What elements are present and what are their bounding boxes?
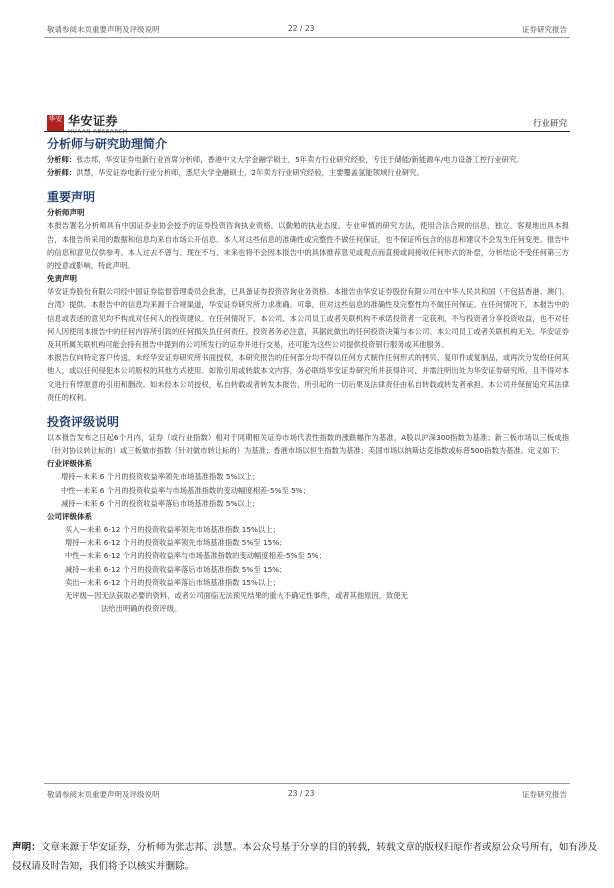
report-body: [47, 135, 569, 615]
disclaimer-paragraph-2: 本报告仅向特定客户传送，未经华安证券研究所书面授权，本研究报告的任何部分均不得以任何方式制作任何形式的拷贝、复印件或复制品，或再次分发给任何其他人，或以任何侵犯本公司版权的其他方式使用。如欲引用或转载本文内容，务必联络华安证券研究所并获得许可，并需注明出处为华安证券研究所，且不得对本文进行有悖原意的引用和删改。如未经本公司授权，私自转载或者转发本报告，所引起的一切后果及法律责任由私自转载或转发者承担。本公司并保留追究其法律责任的权利。: [47, 353, 569, 402]
company-rating-item: 减持—未来 6-12 个月的投资收益率落后市场基准指数 5%至 15%；: [65, 564, 287, 574]
company-rating-item: 买入—未来 6-12 个月的投资收益率领先市场基准指数 15%以上；: [65, 525, 280, 535]
important-statement-title: 重要声明: [47, 190, 96, 205]
header-report-type: 证券研究报告: [522, 25, 567, 34]
analyst-paragraph: [47, 153, 569, 166]
industry-rating-item: 增持—未来 6 个月的投资收益率领先市场基准指数 5%以上；: [61, 472, 260, 482]
analyst-intro-title: 分析师与研究助理简介: [47, 137, 168, 151]
industry-rating-item: 中性—未来 6 个月的投资收益率与市场基准指数的变动幅度相差-5%至 5%；: [61, 485, 310, 495]
no-rating-line-2: 法给出明确的投资评级。: [101, 604, 182, 614]
analyst-text: 张志邦，华安证券电新行业首席分析师，香港中文大学金融学硕士，5年卖方行业研究经验，专注于储能/新能源车/电力设备工控行业研究。: [76, 155, 524, 164]
footer-rule: [44, 783, 570, 784]
company-rating-item: 卖出—未来 6-12 个月的投资收益率落后市场基准指数 15%以上；: [65, 577, 280, 587]
repost-note-label: 声明：: [12, 842, 41, 853]
footer-report-type: 证券研究报告: [522, 790, 567, 799]
analyst-statement-title: 分析师声明: [47, 208, 85, 218]
rating-intro: 以本报告发布之日起6个月内，证券（或行业指数）相对于同期相关证券市场代表性指数的涨跌幅作为基准，A股以沪深300指数为基准；新三板市场以三板成指（针对协议转让标的）或三板做市指数（针对做市转让标的）为基准；香港市场以恒生指数为基准；美国市场以纳斯达克指数或标普500指数为基准。定义如下：: [47, 433, 569, 456]
analyst-paragraph: [47, 166, 569, 179]
repost-note-text: 文章来源于华安证券，分析师为张志邦、洪慧。本公众号基于分享的目的转载，转载文章的版权归原作者或原公众号所有，如有涉及侵权请及时告知，我们将予以核实并删除。: [12, 842, 598, 872]
industry-rating-item: 减持—未来 6 个月的投资收益率落后市场基准指数 5%以上；: [61, 498, 260, 508]
repost-note: [12, 838, 598, 876]
footer-disclaimer: 敬请参阅末页重要声明及评级说明: [47, 790, 160, 799]
analyst-label: 分析师：: [47, 155, 77, 164]
logo-name-en: HUAAN RESEARCH: [68, 129, 128, 135]
disclaimer-title: 免责声明: [47, 274, 77, 284]
analyst-statement-text: 本报告署名分析师具有中国证券业协会授予的证券投资咨询执业资格，以勤勉的执业态度、专业审慎的研究方法，使用合法合规的信息，独立、客观地出具本报告，本报告所采用的数据和信息均来自市场公开信息。本人对这些信息的准确性或完整性不做任何保证，也不保证所包含的信息和建议不会发生任何变更。报告中的信息和意见仅供参考。本人过去不曾与、现在不与、未来也将不会因本报告中的具体推荐意见或观点而直接或间接收任何形式的补偿，分析结论不受任何第三方的授意或影响，特此声明。: [47, 221, 569, 271]
header-page-number: 22 / 23: [288, 24, 315, 33]
analyst-text: 洪慧，华安证券电新行业分析师，悉尼大学金融硕士，2年卖方行业研究经验，主要覆盖氢能领域行业研究。: [76, 168, 424, 178]
footer-page-number: 23 / 23: [288, 789, 315, 798]
logo-name-cn: 华安证券: [68, 114, 119, 128]
header-disclaimer: 敬请参阅末页重要声明及评级说明: [47, 25, 160, 34]
no-rating-line-1: 无评级—因无法获取必要的资料，或者公司面临无法预见结果的重大不确定性事件，或者其他原因，致使无: [65, 591, 408, 601]
company-rating-item: 中性—未来 6-12 个月的投资收益率与市场基准指数的变动幅度相差-5%至 5%；: [65, 551, 326, 561]
no-rating-item: [47, 589, 569, 615]
company-rating-item: 增持—未来 6-12 个月的投资收益率领先市场基准指数 5%至 15%；: [65, 538, 287, 548]
industry-rating-title: 行业评级体系: [47, 459, 92, 469]
company-logo: [47, 115, 128, 135]
company-rating-title: 公司评级体系: [47, 512, 92, 522]
analyst-label: 分析师：: [47, 168, 77, 178]
logo-seal-icon: 华安: [47, 115, 64, 132]
section-tag: 行业研究: [532, 119, 567, 129]
disclaimer-paragraph-1: 华安证券股份有限公司经中国证券监督管理委员会批准，已具备证券投资咨询业务资格。本报告由华安证券股份有限公司在中华人民共和国（不包括香港、澳门、台湾）提供。本报告中的信息均来源于合规渠道，华安证券研究所力求准确、可靠，但对这些信息的准确性及完整性均不做任何保证。在任何情况下，本报告中的信息或表述的意见均不构成对任何人的投资建议。在任何情况下，本公司、本公司员工或者关联机构不承诺投资者一定获利，不与投资者分享投资收益，也不对任何人因使用本报告中的任何内容所引致的任何损失负任何责任。投资者务必注意，其据此做出的任何投资决策与本公司、本公司员工或者关联机构无关。华安证券及其所属关联机构可能会持有报告中提到的公司所发行的证券并进行交易，还可能为这些公司提供投资银行服务或其他服务。: [47, 287, 569, 350]
section-rule: [44, 131, 570, 132]
header-rule: [44, 37, 570, 38]
rating-title: 投资评级说明: [47, 415, 120, 430]
